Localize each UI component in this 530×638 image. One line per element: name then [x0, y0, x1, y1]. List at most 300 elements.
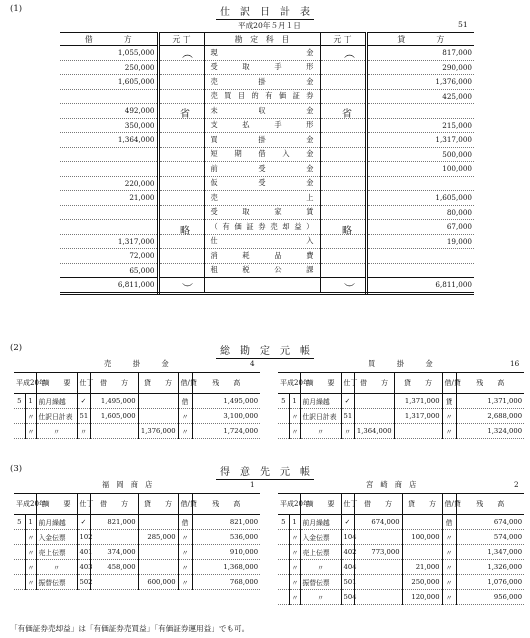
ledger-ref: 51: [341, 409, 354, 424]
journal-ref-right: [320, 89, 366, 104]
ledger-debit: [354, 590, 402, 605]
ledger-accounts-receivable: [14, 372, 260, 439]
ledger-month: [278, 575, 289, 590]
journal-credit-amount: 100,000: [366, 162, 474, 177]
ledger-debit: 1,364,000: [354, 424, 394, 439]
journal-debit-amount: 492,000: [60, 104, 158, 119]
ledger-description: 仕訳日計表: [36, 409, 77, 424]
ledger-dc-header: 借/貸: [442, 494, 456, 515]
ledger-debit-credit-mark: 〃: [442, 424, 456, 439]
journal-credit-amount: 290,000: [366, 60, 474, 75]
ledger-credit: 120,000: [402, 590, 442, 605]
omit-mark-right-2: 略: [342, 226, 352, 237]
trial-journal-title-text: 仕 訳 日 計 表: [216, 7, 314, 20]
ledger-month: [278, 560, 289, 575]
ledger-debit-credit-mark: 〃: [178, 560, 192, 575]
journal-ref-right: [320, 46, 366, 61]
credit-header: 貸 方: [366, 33, 474, 46]
ledger-miyazaki-body: [278, 515, 524, 605]
account-header: 勘 定 科 目: [204, 33, 320, 46]
ledger-debit: 773,000: [354, 545, 402, 560]
ledger-day: 〃: [25, 560, 36, 575]
journal-debit-amount: [60, 89, 158, 104]
footnote: 「有価証券売却益」は「有価証券売買益」「有価証券運用益」でも可。: [10, 624, 250, 633]
ledger-balance: 574,000: [456, 530, 524, 545]
ledger-ap-body: [278, 394, 524, 439]
journal-credit-amount: 67,000: [366, 220, 474, 235]
ledger-month: [278, 545, 289, 560]
journal-row: [60, 147, 474, 162]
ledger-description: 〃: [300, 560, 341, 575]
journal-ref-right: [320, 249, 366, 264]
journal-account-name: 受 取 家 賃: [204, 205, 320, 220]
ref-header-left: 元 丁: [158, 33, 204, 46]
ledger-balance: 1,368,000: [192, 560, 260, 575]
omit-mark-left-1: 省: [180, 109, 190, 120]
ledger-desc-header: 摘 要: [300, 494, 341, 515]
journal-ref-right: [320, 147, 366, 162]
ledger-header-row: [278, 494, 524, 515]
ledger-description: 〃: [36, 424, 77, 439]
ledger-balance: 1,324,000: [456, 424, 524, 439]
journal-credit-amount: [366, 263, 474, 278]
journal-account-name: 支 払 手 形: [204, 118, 320, 133]
ledger-day: 〃: [25, 545, 36, 560]
ledger-balance: 3,100,000: [192, 409, 260, 424]
journal-row: [60, 263, 474, 278]
ledger-miyazaki-head: [278, 494, 524, 515]
ledger-ar-head: [14, 373, 260, 394]
ledger-description: 〃: [300, 590, 341, 605]
ledger-month: [278, 590, 289, 605]
ledger-row: [278, 575, 524, 590]
ledger-description: 売上伝票: [300, 545, 341, 560]
ledger-balance: 1,371,000: [456, 394, 524, 409]
ledger-debit-credit-mark: 〃: [442, 409, 456, 424]
journal-credit-amount: 19,000: [366, 234, 474, 249]
journal-ref-left: [158, 46, 204, 61]
ledger-day: 〃: [25, 424, 36, 439]
omit-mark-left-2: 略: [180, 226, 190, 237]
ledger-day: 〃: [289, 545, 300, 560]
journal-account-name: 買 掛 金: [204, 133, 320, 148]
ledger-balance: 821,000: [192, 515, 260, 530]
journal-account-name: 受 取 手 形: [204, 60, 320, 75]
ledger-month: [14, 530, 25, 545]
ledger-balance-header: 残 高: [456, 373, 524, 394]
journal-ref-left: [158, 133, 204, 148]
ledger-credit-header: 貸 方: [138, 494, 178, 515]
ledger-description: 前月繰越: [36, 394, 77, 409]
ledger-row: [278, 409, 524, 424]
ledger-desc-header: 摘 要: [300, 373, 341, 394]
ledger-description: 前月繰越: [300, 515, 341, 530]
journal-ref-right: [320, 205, 366, 220]
ledger-credit: 250,000: [402, 575, 442, 590]
ledger-balance: 2,688,000: [456, 409, 524, 424]
ref-header-right: 元 丁: [320, 33, 366, 46]
ledger-ref: 401: [77, 545, 90, 560]
journal-date: 平成20年５月１日: [238, 21, 301, 30]
section-3-number: (3): [10, 464, 23, 474]
ledger-credit-header: 貸 方: [402, 494, 442, 515]
journal-account-name: 前 受 金: [204, 162, 320, 177]
ledger-description: 振替伝票: [300, 575, 341, 590]
journal-ref-left: [158, 205, 204, 220]
ledger-ref: 104: [341, 530, 354, 545]
ledger-balance: 1,724,000: [192, 424, 260, 439]
ledger-description: 入金伝票: [36, 530, 77, 545]
ledger-header-row: [14, 494, 260, 515]
journal-credit-amount: 215,000: [366, 118, 474, 133]
ledger-ref-header: 仕丁: [341, 373, 354, 394]
brace-top-left: ︵: [182, 47, 193, 60]
ledger-credit: [138, 515, 178, 530]
ledger-balance: 1,326,000: [456, 560, 524, 575]
ledger-row: [278, 545, 524, 560]
ledger-date-header: 平成20年: [14, 494, 36, 515]
ledger-debit-credit-mark: 〃: [178, 409, 192, 424]
ledger-day: 〃: [25, 575, 36, 590]
ledger-debit: 374,000: [90, 545, 138, 560]
ledger-ar-body: [14, 394, 260, 439]
journal-row: [60, 133, 474, 148]
ledger-miyazaki-page: 2: [514, 480, 519, 489]
journal-ref-left: [158, 60, 204, 75]
ledger-credit: [138, 560, 178, 575]
ledger-debit: [354, 560, 402, 575]
ledger-description: 〃: [300, 424, 341, 439]
ledger-credit: 1,376,000: [138, 424, 178, 439]
ledger-description: 前月繰越: [36, 515, 77, 530]
journal-row: [60, 75, 474, 90]
section-2-number: (2): [10, 343, 23, 353]
ledger-debit: [90, 424, 138, 439]
customer-ledger-title-text: 得 意 先 元 帳: [216, 467, 314, 480]
ledger-debit-credit-mark: 貸: [442, 394, 456, 409]
ledger-debit-credit-mark: 〃: [442, 545, 456, 560]
ledger-debit-credit-mark: 借: [442, 515, 456, 530]
ledger-row: [14, 394, 260, 409]
journal-account-name: 仮 受 金: [204, 176, 320, 191]
journal-credit-amount: 1,317,000: [366, 133, 474, 148]
ledger-day: 〃: [25, 409, 36, 424]
journal-page-number: 51: [458, 20, 468, 29]
journal-credit-amount: [366, 249, 474, 264]
ledger-description: 入金伝票: [300, 530, 341, 545]
ledger-ref: 〃: [341, 424, 354, 439]
ledger-credit: 600,000: [138, 575, 178, 590]
ledger-balance: 910,000: [192, 545, 260, 560]
ledger-date-header: 平成20年: [278, 494, 300, 515]
journal-account-name: 売 掛 金: [204, 75, 320, 90]
journal-ref-left: [158, 75, 204, 90]
ledger-balance: 674,000: [456, 515, 524, 530]
ledger-ap-page: 16: [510, 359, 520, 368]
journal-ref-left: [158, 176, 204, 191]
ledger-balance: 768,000: [192, 575, 260, 590]
journal-ref-left: [158, 147, 204, 162]
journal-debit-amount: 21,000: [60, 191, 158, 206]
ledger-credit: [402, 515, 442, 530]
ledger-ap-head: [278, 373, 524, 394]
ledger-row: [14, 409, 260, 424]
journal-credit-amount: [366, 104, 474, 119]
ledger-debit: 674,000: [354, 515, 402, 530]
ledger-balance: 956,000: [456, 590, 524, 605]
journal-account-name: 現 金: [204, 46, 320, 61]
ledger-dc-header: 借/貸: [178, 373, 192, 394]
journal-credit-amount: 1,605,000: [366, 191, 474, 206]
ledger-day: 〃: [289, 560, 300, 575]
ledger-fukuoka-body: [14, 515, 260, 590]
ledger-debit: 458,000: [90, 560, 138, 575]
total-credit: 6,811,000: [366, 278, 474, 294]
ledger-debit-credit-mark: 〃: [178, 575, 192, 590]
journal-account-name: （有価証券売却益）: [204, 220, 320, 235]
ledger-debit: 1,605,000: [90, 409, 138, 424]
ledger-month: 5: [278, 515, 289, 530]
journal-ref-right: [320, 133, 366, 148]
ledger-debit: [354, 394, 394, 409]
ledger-description: 前月繰越: [300, 394, 341, 409]
journal-row: [60, 89, 474, 104]
journal-row: [60, 46, 474, 61]
journal-debit-amount: 72,000: [60, 249, 158, 264]
ledger-debit-credit-mark: 〃: [442, 560, 456, 575]
ledger-description: 振替伝票: [36, 575, 77, 590]
ledger-description: 売上伝票: [36, 545, 77, 560]
ledger-ref: 51: [77, 409, 90, 424]
ledger-debit-credit-mark: 〃: [178, 424, 192, 439]
ledger-debit-credit-mark: 〃: [442, 575, 456, 590]
ledger-month: [14, 575, 25, 590]
ledger-month: [14, 424, 25, 439]
ledger-credit: [138, 545, 178, 560]
ledger-day: 1: [25, 515, 36, 530]
ledger-row: [14, 545, 260, 560]
ledger-month: [278, 530, 289, 545]
journal-ref-right: [320, 60, 366, 75]
ledger-accounts-payable: [278, 372, 524, 439]
ledger-debit-header: 借 方: [90, 373, 138, 394]
ledger-ref: 501: [341, 575, 354, 590]
ledger-debit-credit-mark: 借: [178, 394, 192, 409]
ledger-row: [14, 575, 260, 590]
journal-ref-right: [320, 176, 366, 191]
ledger-ref: 402: [341, 545, 354, 560]
journal-debit-amount: [60, 220, 158, 235]
section-1-number: (1): [10, 4, 23, 14]
ledger-dc-header: 借/貸: [442, 373, 456, 394]
ledger-month: 5: [278, 394, 289, 409]
ledger-debit: [90, 575, 138, 590]
ledger-row: [278, 560, 524, 575]
ledger-month: [278, 409, 289, 424]
ledger-day: 〃: [289, 409, 300, 424]
journal-debit-amount: 350,000: [60, 118, 158, 133]
ledger-month: 5: [14, 394, 25, 409]
ledger-row: [14, 515, 260, 530]
ledger-ref: ✓: [77, 515, 90, 530]
ledger-credit: 1,371,000: [394, 394, 442, 409]
journal-credit-amount: [366, 176, 474, 191]
journal-debit-amount: 1,055,000: [60, 46, 158, 61]
general-ledger-title-text: 総 勘 定 元 帳: [216, 346, 314, 359]
ledger-day: 〃: [289, 590, 300, 605]
ledger-ref-header: 仕丁: [77, 494, 90, 515]
journal-ref-left: [158, 249, 204, 264]
journal-row: [60, 205, 474, 220]
ledger-row: [278, 590, 524, 605]
journal-ref-right: [320, 75, 366, 90]
ledger-day: 〃: [289, 424, 300, 439]
ledger-month: [14, 560, 25, 575]
journal-row: [60, 234, 474, 249]
ledger-ref-header: 仕丁: [77, 373, 90, 394]
ledger-credit: [402, 545, 442, 560]
trial-journal-body: [60, 46, 474, 278]
ledger-debit-header: 借 方: [354, 373, 394, 394]
journal-account-name: 売買目的有価証券: [204, 89, 320, 104]
journal-row: [60, 162, 474, 177]
journal-row: [60, 104, 474, 119]
journal-debit-amount: 220,000: [60, 176, 158, 191]
ledger-debit: [90, 530, 138, 545]
ledger-row: [14, 530, 260, 545]
ledger-debit-credit-mark: 〃: [178, 545, 192, 560]
ledger-debit-header: 借 方: [90, 494, 138, 515]
ledger-description: 〃: [36, 560, 77, 575]
journal-account-name: 短 期 借 入 金: [204, 147, 320, 162]
ledger-day: 1: [289, 394, 300, 409]
ledger-debit: [354, 530, 402, 545]
ledger-dc-header: 借/貸: [178, 494, 192, 515]
ledger-debit: 821,000: [90, 515, 138, 530]
ledger-debit-credit-mark: 〃: [178, 530, 192, 545]
journal-ref-left: [158, 191, 204, 206]
ledger-fukuoka-head: [14, 494, 260, 515]
journal-debit-amount: [60, 205, 158, 220]
ledger-balance: 1,076,000: [456, 575, 524, 590]
ledger-ref: ✓: [77, 394, 90, 409]
trial-journal-title: [0, 3, 530, 18]
ledger-balance-header: 残 高: [456, 494, 524, 515]
trial-journal-table: [60, 32, 474, 295]
ledger-miyazaki-name: 宮 崎 商 店: [366, 480, 417, 489]
journal-credit-amount: 80,000: [366, 205, 474, 220]
ledger-date-header: 平成20年: [278, 373, 300, 394]
ledger-ap-name: 買 掛 金: [368, 359, 433, 368]
ledger-month: 5: [14, 515, 25, 530]
ledger-debit: [354, 575, 402, 590]
journal-credit-amount: 817,000: [366, 46, 474, 61]
journal-ref-left: [158, 118, 204, 133]
ledger-ref: ✓: [341, 515, 354, 530]
ledger-ref: 403: [77, 560, 90, 575]
ledger-miyazaki-shop: [278, 493, 524, 605]
journal-row: [60, 118, 474, 133]
ledger-day: 〃: [289, 530, 300, 545]
ledger-debit: [354, 409, 394, 424]
ledger-credit: [138, 394, 178, 409]
ledger-fukuoka-shop: [14, 493, 260, 590]
journal-row: [60, 176, 474, 191]
ledger-ref: 504: [341, 590, 354, 605]
journal-debit-amount: [60, 162, 158, 177]
journal-account-name: 未 収 金: [204, 104, 320, 119]
journal-ref-right: [320, 162, 366, 177]
ledger-credit-header: 貸 方: [394, 373, 442, 394]
ledger-credit: 21,000: [402, 560, 442, 575]
ledger-month: [14, 545, 25, 560]
ledger-credit: 100,000: [402, 530, 442, 545]
ledger-credit: [138, 409, 178, 424]
ledger-month: [14, 409, 25, 424]
ledger-fukuoka-page: 1: [250, 480, 255, 489]
ledger-day: 1: [289, 515, 300, 530]
journal-debit-amount: 65,000: [60, 263, 158, 278]
ledger-row: [14, 560, 260, 575]
ledger-row: [14, 424, 260, 439]
journal-ref-right: [320, 118, 366, 133]
ledger-balance: 1,495,000: [192, 394, 260, 409]
journal-row: [60, 60, 474, 75]
omit-mark-right-1: 省: [342, 109, 352, 120]
customer-ledger-title: [0, 463, 530, 478]
ledger-day: 〃: [289, 575, 300, 590]
ledger-balance-header: 残 高: [192, 373, 260, 394]
ledger-ar-name: 売 掛 金: [104, 359, 169, 368]
brace-top-right: ︵: [344, 47, 355, 60]
journal-debit-amount: [60, 147, 158, 162]
journal-credit-amount: 500,000: [366, 147, 474, 162]
ledger-fukuoka-name: 福 岡 商 店: [102, 480, 153, 489]
journal-ref-left: [158, 162, 204, 177]
ledger-header-row: [14, 373, 260, 394]
ledger-balance: 1,347,000: [456, 545, 524, 560]
ledger-credit: 1,317,000: [394, 409, 442, 424]
journal-row: [60, 220, 474, 235]
ledger-ar-page: 4: [250, 359, 255, 368]
ledger-date-header: 平成20年: [14, 373, 36, 394]
journal-ref-right: [320, 191, 366, 206]
ledger-credit-header: 貸 方: [138, 373, 178, 394]
ledger-row: [278, 394, 524, 409]
ledger-day: 1: [25, 394, 36, 409]
ledger-ref: ✓: [341, 394, 354, 409]
journal-row: [60, 191, 474, 206]
journal-credit-amount: 425,000: [366, 89, 474, 104]
ledger-credit: [394, 424, 442, 439]
ledger-credit: 285,000: [138, 530, 178, 545]
ledger-debit-header: 借 方: [354, 494, 402, 515]
journal-ref-right: [320, 263, 366, 278]
total-debit: 6,811,000: [60, 278, 158, 294]
ledger-row: [278, 424, 524, 439]
journal-account-name: 仕 入: [204, 234, 320, 249]
ledger-description: 仕訳日計表: [300, 409, 341, 424]
journal-debit-amount: 1,317,000: [60, 234, 158, 249]
ledger-ref: 502: [77, 575, 90, 590]
ledger-balance: 536,000: [192, 530, 260, 545]
journal-ref-left: [158, 263, 204, 278]
ledger-debit-credit-mark: 借: [178, 515, 192, 530]
ledger-day: 〃: [25, 530, 36, 545]
journal-ref-left: [158, 89, 204, 104]
ledger-ref: 404: [341, 560, 354, 575]
ledger-month: [278, 424, 289, 439]
